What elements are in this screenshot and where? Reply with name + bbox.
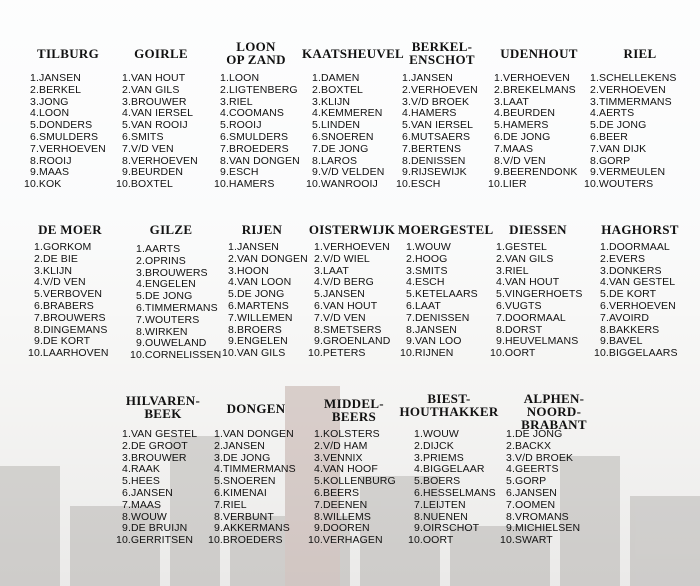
surname-list — [396, 72, 486, 191]
list-item: 4.COOMANS — [220, 107, 284, 120]
town-title: RIJEN — [241, 222, 283, 237]
list-item: 2.V/D HAM — [314, 439, 368, 452]
list-item: 3.JONG — [30, 95, 69, 108]
town-title: GOIRLE — [134, 46, 188, 61]
list-item: 6.BRABERS — [34, 299, 94, 312]
list-item: 9.BEERENDONK — [494, 166, 578, 179]
list-item: 6.MUTSAERS — [402, 130, 471, 143]
list-item: 7.BERTENS — [402, 142, 462, 155]
list-item: 2.VERHOEVEN — [402, 83, 478, 96]
town-title: MIDDEL- BEERS — [324, 396, 384, 424]
surname-list — [408, 428, 504, 547]
list-item: 3.V/D BROEK — [506, 451, 574, 464]
list-item: 5.VAN ROOIJ — [122, 119, 188, 132]
list-item: 7.MAAS — [494, 142, 534, 155]
list-item: 3.BROUWER — [122, 95, 187, 108]
surname-list — [308, 241, 398, 360]
list-item: 9.MAAS — [30, 166, 70, 179]
surname-list — [222, 241, 308, 360]
town-title: DE MOER — [38, 222, 102, 237]
surname-list — [594, 241, 690, 360]
town-column-moergestel — [398, 223, 492, 360]
list-item: 10.SWART — [500, 534, 553, 547]
list-item: 7.BROEDERS — [220, 142, 289, 155]
list-item: 2.VAN DONGEN — [228, 252, 308, 265]
list-item: 10.BOXTEL — [116, 178, 173, 191]
list-item: 10.BIGGELAARS — [594, 347, 678, 360]
list-item: 1.WOUW — [406, 241, 451, 253]
town-column-rijen — [220, 222, 308, 360]
surname-list — [500, 428, 614, 547]
list-item: 2.BERKEL — [30, 83, 82, 96]
list-item: 1.VAN HOUT — [122, 72, 186, 84]
list-item: 7.LEIJTEN — [414, 498, 466, 511]
list-item: 6.SMULDERS — [220, 130, 289, 143]
town-column-riel — [584, 46, 690, 191]
list-item: 2.HOOG — [406, 252, 448, 265]
list-item: 1.DOORMAAL — [600, 241, 670, 253]
town-column-kaatsheuvel — [302, 46, 405, 191]
list-item: 6.VERHOEVEN — [600, 299, 676, 312]
list-item: 10.VAN GILS — [222, 347, 286, 360]
list-item: 1.JANSEN — [402, 72, 453, 84]
list-item: 8.WILLEMS — [314, 510, 371, 523]
list-item: 9.GROENLAND — [314, 335, 391, 348]
list-item: 5.BOERS — [414, 475, 461, 488]
list-item: 6.DE JONG — [494, 130, 551, 143]
list-item: 5.ROOIJ — [220, 119, 262, 132]
list-item: 10.GERRITSEN — [116, 534, 194, 547]
list-item: 1.VERHOEVEN — [314, 241, 390, 253]
list-item: 9.DOOREN — [314, 522, 370, 535]
list-item: 5.LINDEN — [312, 119, 361, 132]
list-item: 3.KLIJN — [34, 264, 73, 277]
town-title: GILZE — [149, 222, 193, 237]
town-column-hilvarenbeek — [116, 394, 210, 547]
list-item: 9.VERMEULEN — [590, 166, 666, 179]
list-item: 6.SNOEREN — [312, 130, 374, 143]
list-item: 8.BROERS — [228, 323, 282, 336]
town-column-gilze — [126, 222, 222, 362]
list-item: 2.DIJCK — [414, 439, 454, 452]
list-item: 4.VAN GESTEL — [600, 276, 676, 289]
list-item: 1.JANSEN — [30, 72, 81, 84]
list-item: 3.TIMMERMANS — [590, 95, 672, 108]
list-item: 10.OORT — [408, 534, 454, 547]
list-item: 2.LIGTENBERG — [220, 83, 298, 96]
list-item: 5.DONDERS — [30, 119, 93, 132]
list-item: 1.LOON — [220, 72, 260, 84]
list-item: 10.VERHAGEN — [308, 534, 383, 547]
list-item: 8.DORST — [496, 323, 543, 336]
list-item: 5.VERBOVEN — [34, 288, 103, 301]
list-item: 9.VAN LOO — [406, 335, 462, 348]
list-item: 1.GESTEL — [496, 241, 547, 253]
list-item: 9.DE BRUIJN — [122, 522, 188, 535]
list-item: 7.WILLEMEN — [228, 311, 293, 324]
list-item: 6.VAN HOUT — [314, 299, 378, 312]
list-item: 6.MARTENS — [228, 299, 289, 312]
town-column-goirle — [116, 46, 202, 191]
list-item: 3.KLIJN — [312, 95, 351, 108]
list-item: 10.LIER — [488, 178, 527, 191]
town-title: UDENHOUT — [500, 46, 578, 61]
list-item: 4.GEERTS — [506, 463, 559, 476]
list-item: 1.VERHOEVEN — [494, 72, 570, 84]
town-title: HAGHORST — [601, 222, 679, 237]
list-item: 2.OPRINS — [136, 254, 186, 267]
list-item: 10.OORT — [490, 347, 536, 360]
list-item: 1.KOLSTERS — [314, 428, 380, 440]
list-item: 5.GORP — [506, 475, 547, 488]
list-item: 2.V/D WIEL — [314, 252, 370, 265]
town-column-berkel-enschot — [398, 40, 486, 191]
surname-list — [488, 72, 586, 191]
list-item: 2.DE GROOT — [122, 439, 188, 452]
list-item: 10.WANROOIJ — [306, 178, 378, 191]
list-item: 3.RIEL — [496, 264, 529, 277]
town-title: TILBURG — [36, 46, 100, 61]
list-item: 8.GORP — [590, 154, 631, 167]
town-column-udenhout — [488, 46, 586, 191]
list-item: 7.DEENEN — [314, 498, 368, 511]
list-item: 7.WOUTERS — [136, 313, 200, 326]
list-item: 7.RIEL — [214, 498, 247, 511]
list-item: 8.JANSEN — [406, 323, 457, 336]
list-item: 7.AVOIRD — [600, 311, 650, 324]
list-item: 4.AERTS — [590, 107, 635, 120]
list-item: 8.VROMANS — [506, 510, 569, 523]
list-item: 3.BROUWER — [122, 451, 187, 464]
list-item: 3.HOON — [228, 264, 269, 277]
town-title: BERKEL- ENSCHOT — [409, 39, 475, 67]
list-item: 1.SCHELLEKENS — [590, 72, 677, 84]
list-item: 6.LAAT — [406, 299, 441, 312]
list-item: 9.OIRSCHOT — [414, 522, 480, 535]
list-item: 8.DINGEMANS — [34, 323, 108, 336]
town-title: OISTERWIJK — [308, 222, 396, 237]
surname-list — [584, 72, 690, 191]
list-item: 7.BROUWERS — [34, 311, 106, 324]
list-item: 9.OUWELAND — [136, 337, 207, 350]
list-item: 8.WIRKEN — [136, 325, 188, 338]
town-column-alphen-noord-brabant — [494, 392, 614, 547]
list-item: 1.WOUW — [414, 428, 459, 440]
list-item: 6.KIMENAI — [214, 486, 267, 499]
list-item: 5.DE JONG — [590, 119, 647, 132]
list-item: 4.RAAK — [122, 463, 160, 476]
list-item: 6.VUGTS — [496, 299, 542, 312]
list-item: 8.LAROS — [312, 154, 358, 167]
list-item: 9.HEUVELMANS — [496, 335, 579, 348]
list-item: 8.ROOIJ — [30, 154, 72, 167]
list-item: 7.DE JONG — [312, 142, 369, 155]
list-item: 8.VERBUNT — [214, 510, 274, 523]
list-item: 8.V/D VEN — [494, 154, 546, 167]
list-item: 4.V/D VEN — [34, 276, 86, 289]
town-column-oisterwijk — [306, 223, 398, 360]
town-column-loon-op-zand — [214, 40, 298, 191]
list-item: 7.MAAS — [122, 498, 162, 511]
surname-list — [306, 72, 396, 191]
list-item: 6.JANSEN — [506, 486, 557, 499]
list-item: 2.VAN GILS — [496, 252, 554, 265]
town-column-biest-houthakker — [394, 392, 504, 547]
list-item: 10.WOUTERS — [584, 178, 654, 191]
list-item: 10.ESCH — [396, 178, 441, 191]
list-item: 3.RIEL — [220, 95, 253, 108]
list-item: 4.V/D BERG — [314, 276, 374, 289]
list-item: 1.VAN DONGEN — [214, 428, 294, 440]
list-item: 10.PETERS — [308, 347, 366, 360]
town-title: HILVAREN- BEEK — [125, 393, 201, 421]
surname-list — [130, 243, 222, 362]
list-item: 9.BAVEL — [600, 335, 643, 348]
list-item: 5.VINGERHOETS — [496, 288, 583, 301]
list-item: 5.VAN IERSEL — [402, 119, 474, 132]
list-item: 7.V/D VEN — [122, 142, 174, 155]
list-item: 8.VAN DONGEN — [220, 154, 300, 167]
town-title: DONGEN — [226, 401, 286, 416]
list-item: 2.DE BIE — [34, 252, 78, 265]
list-item: 8.DENISSEN — [402, 154, 466, 167]
list-item: 3.LAAT — [314, 264, 349, 277]
surname-list — [116, 428, 210, 547]
list-item: 5.HEES — [122, 475, 160, 488]
list-item: 6.TIMMERMANS — [136, 301, 218, 314]
list-item: 10.HAMERS — [214, 178, 275, 191]
list-item: 6.BEERS — [314, 486, 360, 499]
list-item: 3.SMITS — [406, 264, 448, 277]
list-item: 6.SMITS — [122, 130, 164, 143]
list-item: 8.WOUW — [122, 510, 167, 523]
list-item: 3.DONKERS — [600, 264, 662, 277]
list-item: 9.DE KORT — [34, 335, 91, 348]
list-item: 2.VERHOEVEN — [590, 83, 666, 96]
list-item: 4.ENGELEN — [136, 278, 196, 291]
list-item: 10.BROEDERS — [208, 534, 283, 547]
town-column-dongen — [210, 402, 302, 547]
list-item: 1.DE JONG — [506, 428, 563, 440]
list-item: 4.VAN HOUT — [496, 276, 560, 289]
list-item: 10.CORNELISSEN — [130, 349, 222, 362]
surname-list — [208, 428, 302, 547]
list-item: 4.BEURDEN — [494, 107, 556, 120]
list-item: 1.JANSEN — [228, 241, 279, 253]
list-item: 4.VAN HOOF — [314, 463, 378, 476]
surname-list — [400, 241, 492, 360]
list-item: 5.KETELAARS — [406, 288, 478, 301]
list-item: 2.BACKX — [506, 439, 552, 452]
list-item: 1.GORKOM — [34, 241, 92, 253]
list-item: 10.RIJNEN — [400, 347, 454, 360]
list-item: 4.VAN IERSEL — [122, 107, 194, 120]
list-item: 9.V/D VELDEN — [312, 166, 385, 179]
list-item: 5.DE KORT — [600, 288, 657, 301]
list-item: 7.DENISSEN — [406, 311, 470, 324]
list-item: 7.VAN DIJK — [590, 142, 647, 155]
list-item: 3.BROUWERS — [136, 266, 208, 279]
list-item: 10.KOK — [24, 178, 62, 191]
surname-list — [308, 428, 400, 547]
list-item: 8.BAKKERS — [600, 323, 660, 336]
list-item: 7.DOORMAAL — [496, 311, 566, 324]
list-item: 5.DE JONG — [136, 290, 193, 303]
town-column-haghorst — [590, 223, 690, 360]
list-item: 8.VERHOEVEN — [122, 154, 198, 167]
list-item: 5.HAMERS — [494, 119, 549, 132]
list-item: 7.VERHOEVEN — [30, 142, 106, 155]
surname-list — [24, 72, 108, 191]
list-item: 5.SNOEREN — [214, 475, 276, 488]
list-item: 8.NUENEN — [414, 510, 468, 523]
list-item: 3.PRIEMS — [414, 451, 464, 464]
list-item: 3.V/D BROEK — [402, 95, 470, 108]
list-item: 6.JANSEN — [122, 486, 173, 499]
surname-list — [116, 72, 202, 191]
list-item: 5.KOLLENBURG — [314, 475, 396, 488]
list-item: 2.JANSEN — [214, 439, 265, 452]
town-column-diessen — [490, 223, 586, 360]
list-item: 1.DAMEN — [312, 72, 360, 84]
list-item: 5.DE JONG — [228, 288, 285, 301]
list-item: 7.OOMEN — [506, 498, 556, 511]
list-item: 3.LAAT — [494, 95, 529, 108]
town-title: ALPHEN- NOORD-BRABANT — [521, 391, 587, 432]
list-item: 9.RIJSEWIJK — [402, 166, 467, 179]
list-item: 1.VAN GESTEL — [122, 428, 198, 440]
town-title: MOERGESTEL — [398, 222, 494, 237]
town-column-tilburg — [24, 46, 108, 191]
list-item: 6.SMULDERS — [30, 130, 99, 143]
list-item: 4.TIMMERMANS — [214, 463, 296, 476]
list-item: 9.ENGELEN — [228, 335, 288, 348]
list-item: 2.EVERS — [600, 252, 646, 265]
list-item: 4.VAN LOON — [228, 276, 292, 289]
list-item: 3.VENNIX — [314, 451, 363, 464]
town-title: LOON OP ZAND — [226, 39, 286, 67]
town-title: RIEL — [623, 46, 657, 61]
list-item: 3.DE JONG — [214, 451, 271, 464]
list-item: 4.BIGGELAAR — [414, 463, 485, 476]
town-column-middelbeers — [308, 397, 400, 547]
surname-list — [214, 72, 300, 191]
list-item: 8.SMETSERS — [314, 323, 382, 336]
list-item: 9.BEURDEN — [122, 166, 184, 179]
town-title: BIEST- HOUTHAKKER — [399, 391, 499, 419]
list-item: 2.BOXTEL — [312, 83, 363, 96]
list-item: 10.LAARHOVEN — [28, 347, 109, 360]
town-column-de-moer — [30, 223, 110, 360]
surname-list — [28, 241, 110, 360]
list-item: 9.ESCH — [220, 166, 259, 179]
list-item: 4.KEMMEREN — [312, 107, 383, 120]
list-item: 4.ESCH — [406, 276, 445, 289]
town-title: KAATSHEUVEL — [302, 46, 405, 61]
list-item: 9.MICHIELSEN — [506, 522, 581, 535]
list-item: 4.HAMERS — [402, 107, 457, 120]
town-title: DIESSEN — [509, 222, 567, 237]
list-item: 5.JANSEN — [314, 288, 365, 301]
list-item: 7.V/D VEN — [314, 311, 366, 324]
list-item: 2.VAN GILS — [122, 83, 180, 96]
list-item: 9.AKKERMANS — [214, 522, 290, 535]
list-item: 6.BEER — [590, 130, 628, 143]
list-item: 1.AARTS — [136, 243, 181, 255]
list-item: 2.BREKELMANS — [494, 83, 576, 96]
list-item: 4.LOON — [30, 107, 70, 120]
surname-list — [490, 241, 586, 360]
list-item: 6.HESSELMANS — [414, 486, 496, 499]
